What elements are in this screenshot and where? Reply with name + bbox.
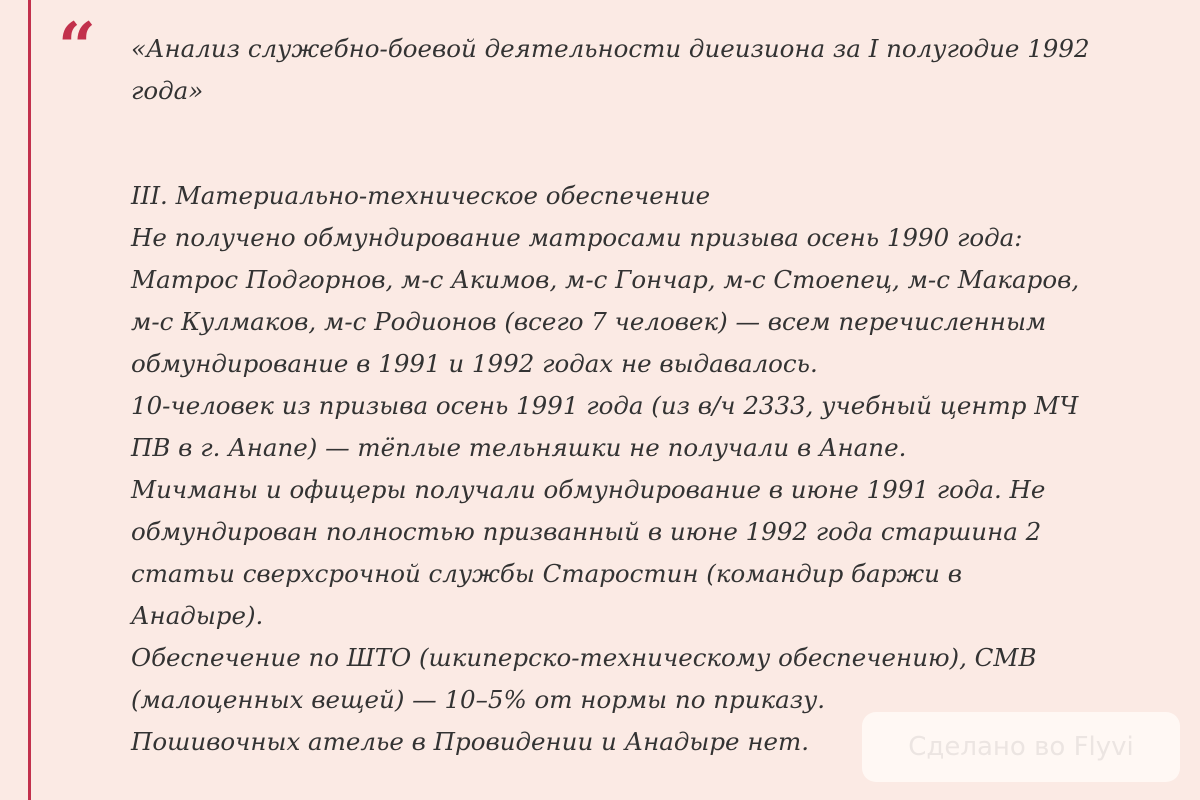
quote-body-line: м-с Кулмаков, м-с Родионов (всего 7 человек) — всем перечисленным (131, 307, 1047, 336)
quote-body-line: 10-человек из призыва осень 1991 года (из в/ч 2333, учебный центр МЧ (131, 391, 1079, 420)
quote-body-line: Мичманы и офицеры получали обмундирование в июне 1991 года. Не (131, 475, 1046, 504)
quote-body-line: (малоценных вещей) — 10–5% от нормы по приказу. (131, 685, 826, 714)
paragraph-gap (131, 112, 1171, 175)
quote-body-line: статьи сверхсрочной службы Старостин (командир баржи в (131, 559, 962, 588)
watermark-text: Сделано во Flyvi (908, 732, 1134, 762)
quote-body-line: ПВ в г. Анапе) — тёплые тельняшки не получали в Анапе. (131, 433, 907, 462)
quote-text (131, 28, 1171, 763)
quote-body-line: Анадыре). (131, 601, 264, 630)
watermark-badge (862, 712, 1180, 782)
quote-body-line: обмундирование в 1991 и 1992 годах не выдавалось. (131, 349, 818, 378)
quote-body-line: Обеспечение по ШТО (шкиперско-техническому обеспечению), СМВ (131, 643, 1037, 672)
quote-title-line: «Анализ служебно-боевой деятельности диеизиона за I полугодие 1992 (131, 34, 1090, 63)
quote-body-line: Матрос Подгорнов, м-с Акимов, м-с Гончар, м-с Стоепец, м-с Макаров, (131, 265, 1080, 294)
quote-body-line: обмундирован полностью призванный в июне 1992 года старшина 2 (131, 517, 1042, 546)
quote-rule (28, 0, 31, 800)
quote-body-line: Не получено обмундирование матросами призыва осень 1990 года: (131, 223, 1023, 252)
section-heading: III. Материально-техническое обеспечение (131, 181, 711, 210)
quote-mark-icon: “ (58, 8, 96, 86)
quote-body-line: Пошивочных ателье в Провидении и Анадыре нет. (131, 727, 809, 756)
quote-title-line: года» (131, 76, 204, 105)
